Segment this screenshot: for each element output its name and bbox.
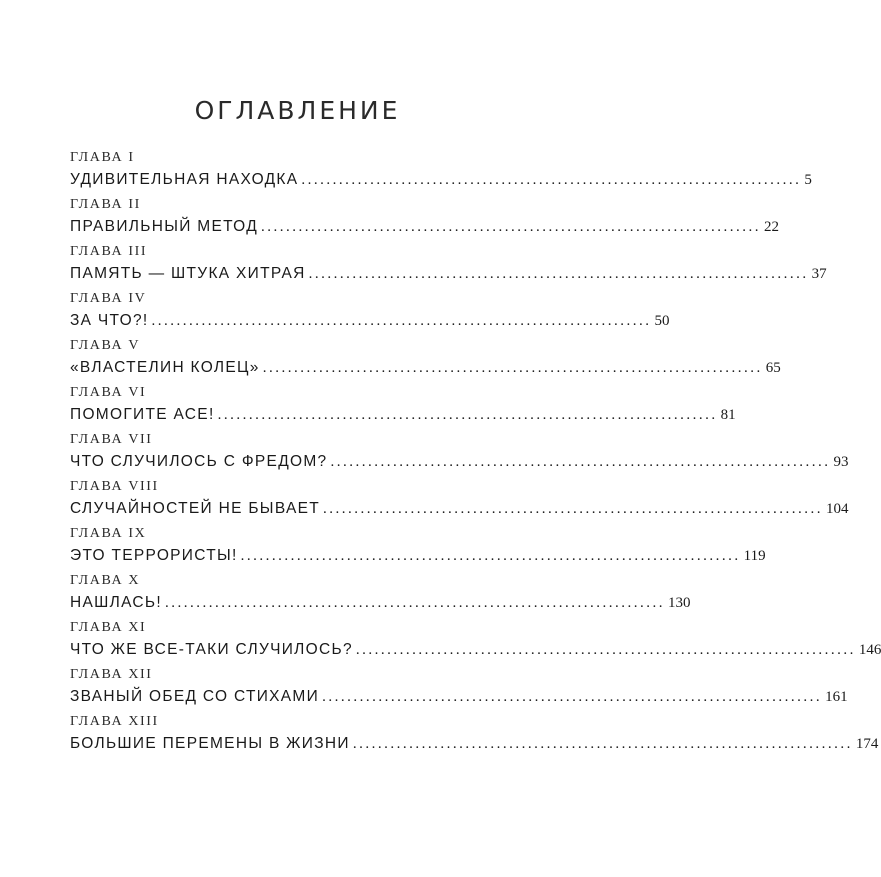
toc-line — [70, 311, 670, 331]
toc-line — [70, 264, 827, 284]
toc-entry[interactable] — [70, 385, 736, 432]
dot-leader: ................................................................................ — [240, 548, 741, 564]
page-number: 37 — [811, 266, 827, 282]
toc-line — [70, 640, 881, 660]
toc-entry[interactable] — [70, 667, 848, 714]
page-number: 161 — [825, 689, 848, 705]
dot-leader: ................................................................................ — [217, 407, 718, 423]
toc-line — [70, 593, 691, 613]
chapter-label: ГЛАВА X — [70, 573, 141, 588]
toc-entry[interactable] — [70, 620, 881, 667]
chapter-title: ЧТО ЖЕ ВСЕ-ТАКИ СЛУЧИЛОСЬ? — [70, 641, 353, 658]
toc-line — [70, 499, 849, 519]
toc-line — [70, 452, 849, 472]
dot-leader: ................................................................................ — [301, 172, 802, 188]
chapter-title: ПАМЯТЬ — ШТУКА ХИТРАЯ — [70, 265, 306, 282]
chapter-title: НАШЛАСЬ! — [70, 594, 162, 611]
page-number: 174 — [855, 736, 879, 752]
chapter-title: БОЛЬШИЕ ПЕРЕМЕНЫ В ЖИЗНИ — [70, 735, 350, 752]
chapter-label: ГЛАВА XII — [70, 667, 153, 682]
page-number: 130 — [667, 595, 691, 611]
dot-leader: ................................................................................ — [164, 595, 665, 611]
chapter-label: ГЛАВА XIII — [70, 714, 159, 729]
toc-entry[interactable] — [70, 714, 879, 761]
chapter-label: ГЛАВА VI — [70, 385, 147, 400]
toc-entry[interactable] — [70, 244, 827, 291]
dot-leader: ................................................................................ — [323, 501, 823, 517]
dot-leader: ................................................................................ — [308, 266, 809, 282]
toc-line — [70, 358, 781, 378]
chapter-title: ЭТО ТЕРРОРИСТЫ! — [70, 547, 238, 564]
dot-leader: ................................................................................ — [262, 360, 763, 376]
toc-entry[interactable] — [70, 573, 691, 620]
dot-leader: ................................................................................ — [330, 454, 831, 470]
toc-line — [70, 546, 766, 566]
toc-line — [70, 217, 779, 237]
dot-leader: ................................................................................ — [355, 642, 856, 658]
chapter-title: УДИВИТЕЛЬНАЯ НАХОДКА — [70, 171, 299, 188]
toc-entry[interactable] — [70, 150, 812, 197]
dot-leader: ................................................................................ — [322, 689, 823, 705]
chapter-label: ГЛАВА IV — [70, 291, 147, 306]
toc-entry[interactable] — [70, 338, 781, 385]
page-title: ОГЛАВЛЕНИЕ — [194, 96, 401, 125]
chapter-title: ЗВАНЫЙ ОБЕД СО СТИХАМИ — [70, 688, 320, 705]
page-number: 22 — [764, 219, 779, 235]
toc-entry[interactable] — [70, 526, 766, 573]
chapter-label: ГЛАВА IX — [70, 526, 147, 541]
toc-entry[interactable] — [70, 479, 849, 526]
toc-entry[interactable] — [70, 291, 670, 338]
chapter-label: ГЛАВА VIII — [70, 479, 159, 494]
page-number: 50 — [654, 313, 670, 329]
toc-line — [70, 170, 812, 190]
chapter-title: ПОМОГИТЕ АСЕ! — [70, 406, 215, 423]
chapter-label: ГЛАВА V — [70, 338, 141, 353]
table-of-contents — [70, 150, 881, 761]
toc-entry[interactable] — [70, 432, 849, 479]
toc-line — [70, 405, 736, 425]
chapter-title: ЗА ЧТО?! — [70, 312, 149, 329]
dot-leader: ................................................................................ — [261, 219, 761, 235]
toc-entry[interactable] — [70, 197, 779, 244]
chapter-label: ГЛАВА III — [70, 244, 148, 259]
chapter-label: ГЛАВА VII — [70, 432, 153, 447]
chapter-label: ГЛАВА I — [70, 150, 135, 165]
page-number: 81 — [720, 407, 736, 423]
page-number: 65 — [765, 360, 781, 376]
dot-leader: ................................................................................ — [352, 736, 853, 752]
toc-line — [70, 687, 848, 707]
chapter-title: «ВЛАСТЕЛИН КОЛЕЦ» — [70, 359, 260, 376]
page-number: 146 — [858, 642, 881, 658]
chapter-label: ГЛАВА XI — [70, 620, 147, 635]
dot-leader: ................................................................................ — [151, 313, 652, 329]
page-number: 104 — [826, 501, 849, 517]
chapter-label: ГЛАВА II — [70, 197, 141, 212]
chapter-title: СЛУЧАЙНОСТЕЙ НЕ БЫВАЕТ — [70, 500, 320, 517]
page-number: 5 — [804, 172, 812, 188]
page-number: 93 — [833, 454, 849, 470]
chapter-title: ПРАВИЛЬНЫЙ МЕТОД — [70, 218, 258, 235]
toc-line — [70, 734, 879, 754]
page-number: 119 — [743, 548, 766, 564]
chapter-title: ЧТО СЛУЧИЛОСЬ С ФРЕДОМ? — [70, 453, 328, 470]
